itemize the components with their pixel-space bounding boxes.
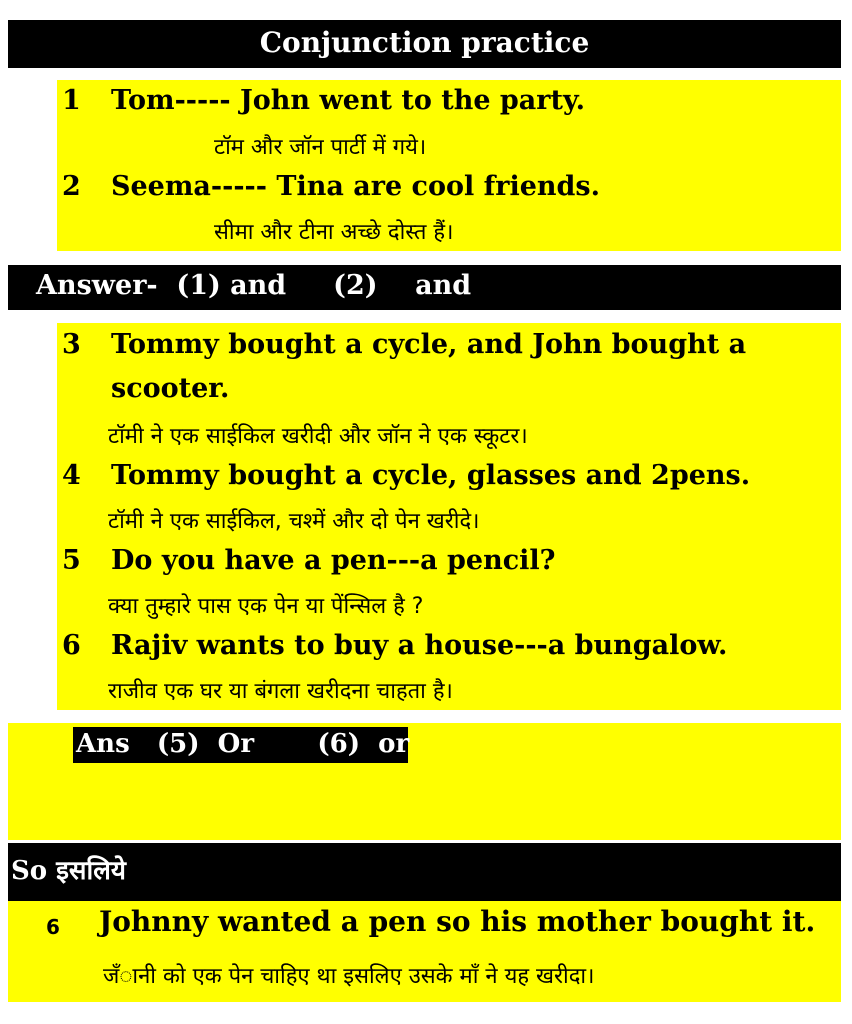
item-number-2: 2: [62, 171, 81, 202]
so-header-bar: [8, 843, 841, 901]
page-title: Conjunction practice: [259, 26, 590, 59]
item-number-1: 1: [62, 85, 81, 116]
answer-text-1: Answer- (1) and (2) and: [36, 270, 472, 301]
item-number-4: 4: [62, 460, 81, 491]
item-number-3: 3: [62, 329, 81, 360]
item-translation-7: जँानी को एक पेन चाहिए था इसलिए उसके माँ ने यह खरीदा।: [103, 964, 595, 989]
title-bar: [8, 20, 841, 68]
item-translation-1: टॉम और जॉन पार्टी में गये।: [214, 135, 427, 160]
item-translation-3: टॉमी ने एक साईकिल खरीदी और जॉन ने एक स्कूटर।: [108, 424, 528, 449]
item-sentence-4: Tommy bought a cycle, glasses and 2pens.: [111, 460, 751, 491]
item-sentence-7: Johnny wanted a pen so his mother bought it.: [99, 905, 816, 938]
item-translation-6: राजीव एक घर या बंगला खरीदना चाहता है।: [108, 679, 453, 704]
item-sentence-3a: Tommy bought a cycle, and John bought a: [111, 329, 747, 360]
item-sentence-3b: scooter.: [111, 373, 230, 404]
so-header-text: So इसलिये: [11, 856, 126, 886]
item-sentence-6: Rajiv wants to buy a house---a bungalow.: [111, 630, 728, 661]
item-translation-2: सीमा और टीना अच्छे दोस्त हैं।: [214, 220, 454, 245]
item-sentence-1: Tom----- John went to the party.: [111, 85, 585, 116]
item-translation-4: टॉमी ने एक साईकिल, चश्में और दो पेन खरीदे।: [108, 509, 480, 534]
item-number-7: 6: [46, 915, 60, 939]
item-sentence-2: Seema----- Tina are cool friends.: [111, 171, 601, 202]
item-number-5: 5: [62, 545, 81, 576]
item-number-6: 6: [62, 630, 81, 661]
item-sentence-5: Do you have a pen---a pencil?: [111, 545, 556, 576]
item-translation-5: क्या तुम्हारे पास एक पेन या पेंन्सिल है ?: [108, 594, 424, 619]
answer-bar-1: [8, 265, 841, 310]
answer-text-2: Ans (5) Or (6) or: [76, 729, 410, 759]
